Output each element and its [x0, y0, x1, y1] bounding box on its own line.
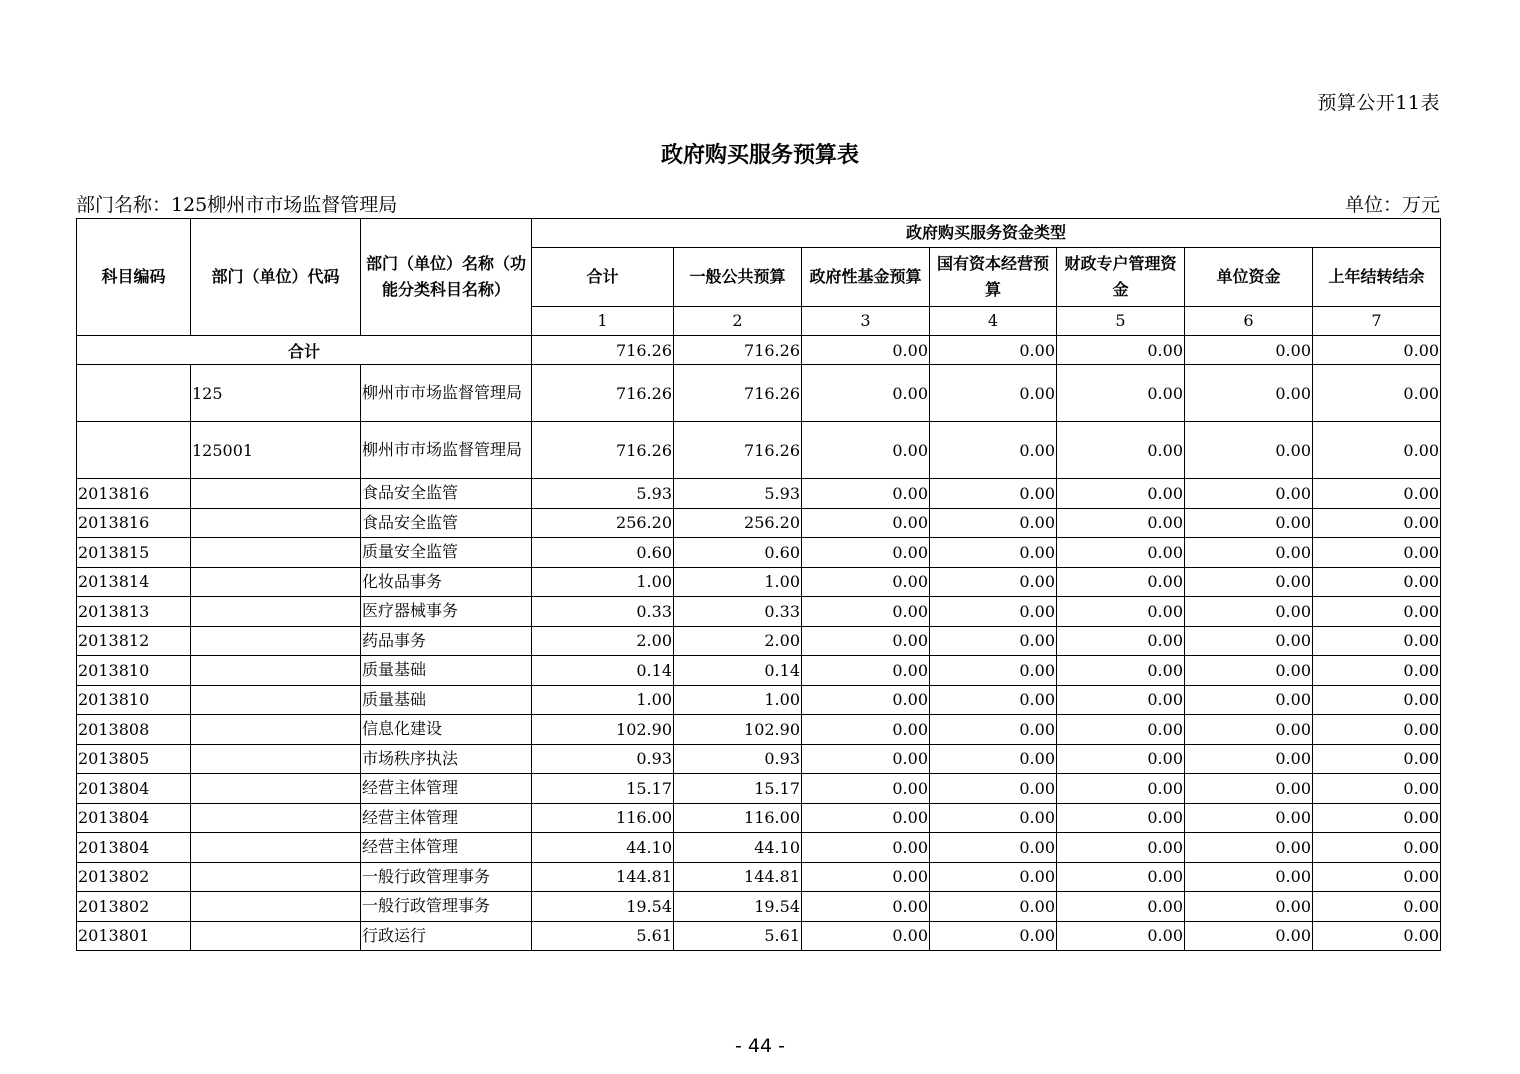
value-cell: 0.00 — [1057, 921, 1185, 951]
item-name-cell: 食品安全监管 — [361, 508, 532, 538]
value-cell: 0.00 — [1185, 862, 1313, 892]
value-cell: 5.93 — [674, 479, 802, 509]
value-cell: 0.00 — [1313, 508, 1441, 538]
subject-code-cell: 2013804 — [77, 774, 191, 804]
subject-code-cell: 2013810 — [77, 685, 191, 715]
value-cell: 0.00 — [1185, 715, 1313, 745]
subject-code-cell: 2013802 — [77, 892, 191, 922]
header-col-3: 政府性基金预算 — [802, 248, 930, 307]
value-cell: 19.54 — [674, 892, 802, 922]
table-row — [77, 833, 1441, 863]
value-cell: 1.00 — [674, 567, 802, 597]
value-cell: 0.00 — [802, 833, 930, 863]
subject-code-cell — [77, 422, 191, 479]
dept-code-cell — [191, 803, 361, 833]
value-cell: 0.00 — [802, 508, 930, 538]
value-cell: 0.00 — [930, 803, 1057, 833]
value-cell: 0.00 — [1313, 803, 1441, 833]
value-cell: 0.00 — [802, 921, 930, 951]
header-col-6: 单位资金 — [1185, 248, 1313, 307]
value-cell: 0.00 — [1185, 656, 1313, 686]
value-cell: 0.00 — [1313, 365, 1441, 422]
total-value-6: 0.00 — [1185, 336, 1313, 365]
value-cell: 0.60 — [532, 538, 674, 568]
dept-code-cell — [191, 508, 361, 538]
header-dept-name: 部门（单位）名称（功能分类科目名称） — [361, 219, 532, 336]
table-row — [77, 892, 1441, 922]
value-cell: 0.00 — [1057, 833, 1185, 863]
item-name-cell: 化妆品事务 — [361, 567, 532, 597]
value-cell: 0.00 — [1313, 656, 1441, 686]
value-cell: 0.00 — [802, 744, 930, 774]
subject-code-cell: 2013801 — [77, 921, 191, 951]
value-cell: 0.00 — [1185, 538, 1313, 568]
value-cell: 0.00 — [1313, 715, 1441, 745]
value-cell: 15.17 — [532, 774, 674, 804]
table-row — [77, 479, 1441, 509]
value-cell: 0.33 — [532, 597, 674, 627]
total-value-2: 716.26 — [674, 336, 802, 365]
table-row — [77, 862, 1441, 892]
value-cell: 0.00 — [1313, 774, 1441, 804]
table-row — [77, 685, 1441, 715]
item-name-cell: 药品事务 — [361, 626, 532, 656]
dept-code-cell — [191, 479, 361, 509]
value-cell: 102.90 — [532, 715, 674, 745]
value-cell: 1.00 — [532, 685, 674, 715]
dept-name-cell: 柳州市市场监督管理局 — [361, 365, 532, 422]
value-cell: 0.00 — [1057, 365, 1185, 422]
table-row — [77, 567, 1441, 597]
page-title: 政府购买服务预算表 — [660, 143, 859, 168]
value-cell: 15.17 — [674, 774, 802, 804]
dept-code-cell — [191, 715, 361, 745]
table-row — [77, 538, 1441, 568]
header-col-index-3: 3 — [802, 307, 930, 336]
value-cell: 0.00 — [802, 803, 930, 833]
value-cell: 0.00 — [1313, 685, 1441, 715]
value-cell: 0.00 — [1057, 626, 1185, 656]
value-cell: 0.00 — [930, 862, 1057, 892]
value-cell: 0.00 — [802, 774, 930, 804]
value-cell: 0.00 — [930, 538, 1057, 568]
value-cell: 0.00 — [1057, 803, 1185, 833]
value-cell: 2.00 — [674, 626, 802, 656]
value-cell: 0.00 — [1185, 685, 1313, 715]
item-name-cell: 质量基础 — [361, 685, 532, 715]
header-col-4: 国有资本经营预算 — [930, 248, 1057, 307]
dept-code-cell — [191, 833, 361, 863]
value-cell: 0.00 — [802, 685, 930, 715]
item-name-cell: 一般行政管理事务 — [361, 892, 532, 922]
value-cell: 0.00 — [1185, 597, 1313, 627]
value-cell: 0.00 — [1057, 479, 1185, 509]
header-row-group — [77, 219, 1441, 248]
department-name: 部门名称：125柳州市市场监督管理局 — [76, 194, 398, 216]
dept-row — [77, 365, 1441, 422]
value-cell: 0.00 — [1057, 422, 1185, 479]
value-cell: 0.00 — [1057, 508, 1185, 538]
unit-label: 单位：万元 — [1344, 194, 1440, 216]
subject-code-cell: 2013816 — [77, 479, 191, 509]
subject-code-cell: 2013814 — [77, 567, 191, 597]
value-cell: 0.00 — [1057, 597, 1185, 627]
dept-code-cell — [191, 921, 361, 951]
value-cell: 0.00 — [1185, 921, 1313, 951]
total-label: 合计 — [77, 336, 532, 365]
item-name-cell: 质量基础 — [361, 656, 532, 686]
value-cell: 0.00 — [1185, 892, 1313, 922]
header-subject-code: 科目编码 — [77, 219, 191, 336]
value-cell: 102.90 — [674, 715, 802, 745]
total-value-4: 0.00 — [930, 336, 1057, 365]
subject-code-cell: 2013804 — [77, 803, 191, 833]
value-cell: 0.00 — [930, 715, 1057, 745]
header-col-index-5: 5 — [1057, 307, 1185, 336]
value-cell: 716.26 — [674, 365, 802, 422]
header-col-index-2: 2 — [674, 307, 802, 336]
value-cell: 0.60 — [674, 538, 802, 568]
dept-code-cell — [191, 892, 361, 922]
value-cell: 19.54 — [532, 892, 674, 922]
value-cell: 2.00 — [532, 626, 674, 656]
value-cell: 1.00 — [674, 685, 802, 715]
subject-code-cell — [77, 365, 191, 422]
dept-code-cell — [191, 744, 361, 774]
dept-code-cell — [191, 626, 361, 656]
value-cell: 0.00 — [930, 508, 1057, 538]
table-row — [77, 626, 1441, 656]
dept-code-cell — [191, 597, 361, 627]
value-cell: 0.00 — [1057, 774, 1185, 804]
subject-code-cell: 2013804 — [77, 833, 191, 863]
value-cell: 1.00 — [532, 567, 674, 597]
value-cell: 0.00 — [930, 626, 1057, 656]
value-cell: 0.00 — [1057, 892, 1185, 922]
value-cell: 0.00 — [1313, 422, 1441, 479]
value-cell: 5.61 — [674, 921, 802, 951]
value-cell: 0.00 — [930, 921, 1057, 951]
header-col-1: 合计 — [532, 248, 674, 307]
value-cell: 256.20 — [674, 508, 802, 538]
subject-code-cell: 2013812 — [77, 626, 191, 656]
value-cell: 0.93 — [532, 744, 674, 774]
value-cell: 0.00 — [1313, 626, 1441, 656]
subject-code-cell: 2013816 — [77, 508, 191, 538]
value-cell: 0.00 — [1313, 862, 1441, 892]
value-cell: 0.00 — [1313, 892, 1441, 922]
value-cell: 0.00 — [930, 422, 1057, 479]
total-value-1: 716.26 — [532, 336, 674, 365]
dept-code-cell — [191, 538, 361, 568]
value-cell: 0.00 — [802, 567, 930, 597]
value-cell: 144.81 — [532, 862, 674, 892]
value-cell: 0.00 — [1185, 744, 1313, 774]
value-cell: 716.26 — [674, 422, 802, 479]
header-col-index-1: 1 — [532, 307, 674, 336]
value-cell: 0.00 — [802, 715, 930, 745]
value-cell: 0.00 — [802, 892, 930, 922]
value-cell: 0.00 — [1185, 479, 1313, 509]
page-number: - 44 - — [735, 1035, 785, 1057]
value-cell: 0.00 — [1185, 567, 1313, 597]
value-cell: 0.00 — [1185, 626, 1313, 656]
value-cell: 5.61 — [532, 921, 674, 951]
value-cell: 0.00 — [802, 862, 930, 892]
value-cell: 0.00 — [930, 892, 1057, 922]
item-name-cell: 市场秩序执法 — [361, 744, 532, 774]
total-value-7: 0.00 — [1313, 336, 1441, 365]
value-cell: 144.81 — [674, 862, 802, 892]
value-cell: 0.00 — [930, 744, 1057, 774]
header-col-7: 上年结转结余 — [1313, 248, 1441, 307]
value-cell: 0.00 — [930, 833, 1057, 863]
value-cell: 0.00 — [1185, 774, 1313, 804]
value-cell: 0.00 — [802, 479, 930, 509]
value-cell: 116.00 — [532, 803, 674, 833]
value-cell: 0.00 — [1057, 567, 1185, 597]
value-cell: 5.93 — [532, 479, 674, 509]
table-row — [77, 921, 1441, 951]
item-name-cell: 质量安全监管 — [361, 538, 532, 568]
header-col-index-6: 6 — [1185, 307, 1313, 336]
value-cell: 0.00 — [1057, 538, 1185, 568]
value-cell: 0.00 — [802, 538, 930, 568]
value-cell: 0.00 — [1185, 803, 1313, 833]
value-cell: 0.00 — [1185, 422, 1313, 479]
subject-code-cell: 2013810 — [77, 656, 191, 686]
table-row — [77, 803, 1441, 833]
value-cell: 0.00 — [802, 422, 930, 479]
table-row — [77, 597, 1441, 627]
value-cell: 0.00 — [1313, 479, 1441, 509]
table-row — [77, 774, 1441, 804]
subject-code-cell: 2013805 — [77, 744, 191, 774]
item-name-cell: 行政运行 — [361, 921, 532, 951]
subject-code-cell: 2013815 — [77, 538, 191, 568]
value-cell: 0.14 — [674, 656, 802, 686]
value-cell: 0.00 — [802, 626, 930, 656]
value-cell: 0.14 — [532, 656, 674, 686]
value-cell: 0.00 — [930, 597, 1057, 627]
table-row — [77, 715, 1441, 745]
value-cell: 0.00 — [930, 567, 1057, 597]
header-col-5: 财政专户管理资金 — [1057, 248, 1185, 307]
value-cell: 0.00 — [802, 656, 930, 686]
item-name-cell: 食品安全监管 — [361, 479, 532, 509]
value-cell: 44.10 — [674, 833, 802, 863]
item-name-cell: 经营主体管理 — [361, 833, 532, 863]
item-name-cell: 信息化建设 — [361, 715, 532, 745]
value-cell: 116.00 — [674, 803, 802, 833]
value-cell: 0.00 — [930, 365, 1057, 422]
table-row — [77, 508, 1441, 538]
header-dept-code: 部门（单位）代码 — [191, 219, 361, 336]
item-name-cell: 经营主体管理 — [361, 774, 532, 804]
dept-row — [77, 422, 1441, 479]
subject-code-cell: 2013813 — [77, 597, 191, 627]
value-cell: 0.00 — [802, 597, 930, 627]
table-code: 预算公开11表 — [1317, 92, 1440, 114]
header-col-2: 一般公共预算 — [674, 248, 802, 307]
value-cell: 0.00 — [1185, 365, 1313, 422]
total-value-3: 0.00 — [802, 336, 930, 365]
subject-code-cell: 2013802 — [77, 862, 191, 892]
dept-code-cell — [191, 774, 361, 804]
value-cell: 0.00 — [1057, 656, 1185, 686]
value-cell: 0.00 — [1057, 715, 1185, 745]
table-row — [77, 744, 1441, 774]
value-cell: 0.33 — [674, 597, 802, 627]
value-cell: 0.00 — [802, 365, 930, 422]
item-name-cell: 医疗器械事务 — [361, 597, 532, 627]
value-cell: 0.00 — [1313, 744, 1441, 774]
dept-code-cell — [191, 656, 361, 686]
value-cell: 0.00 — [1313, 597, 1441, 627]
subject-code-cell: 2013808 — [77, 715, 191, 745]
value-cell: 0.00 — [930, 656, 1057, 686]
value-cell: 716.26 — [532, 365, 674, 422]
value-cell: 0.00 — [930, 685, 1057, 715]
header-col-index-7: 7 — [1313, 307, 1441, 336]
value-cell: 0.00 — [930, 774, 1057, 804]
value-cell: 716.26 — [532, 422, 674, 479]
budget-table — [76, 218, 1441, 951]
dept-code-cell — [191, 567, 361, 597]
value-cell: 0.00 — [1185, 833, 1313, 863]
value-cell: 0.00 — [1313, 921, 1441, 951]
value-cell: 0.00 — [930, 479, 1057, 509]
dept-name-cell: 柳州市市场监督管理局 — [361, 422, 532, 479]
header-fund-type-group: 政府购买服务资金类型 — [532, 219, 1441, 248]
value-cell: 0.00 — [1313, 567, 1441, 597]
dept-code-cell: 125001 — [191, 422, 361, 479]
dept-code-cell — [191, 685, 361, 715]
value-cell: 44.10 — [532, 833, 674, 863]
header-col-index-4: 4 — [930, 307, 1057, 336]
table-row — [77, 656, 1441, 686]
value-cell: 0.00 — [1057, 862, 1185, 892]
value-cell: 256.20 — [532, 508, 674, 538]
dept-code-cell: 125 — [191, 365, 361, 422]
value-cell: 0.93 — [674, 744, 802, 774]
total-value-5: 0.00 — [1057, 336, 1185, 365]
value-cell: 0.00 — [1057, 744, 1185, 774]
value-cell: 0.00 — [1057, 685, 1185, 715]
value-cell: 0.00 — [1185, 508, 1313, 538]
total-row — [77, 336, 1441, 365]
value-cell: 0.00 — [1313, 833, 1441, 863]
dept-code-cell — [191, 862, 361, 892]
item-name-cell: 经营主体管理 — [361, 803, 532, 833]
value-cell: 0.00 — [1313, 538, 1441, 568]
item-name-cell: 一般行政管理事务 — [361, 862, 532, 892]
